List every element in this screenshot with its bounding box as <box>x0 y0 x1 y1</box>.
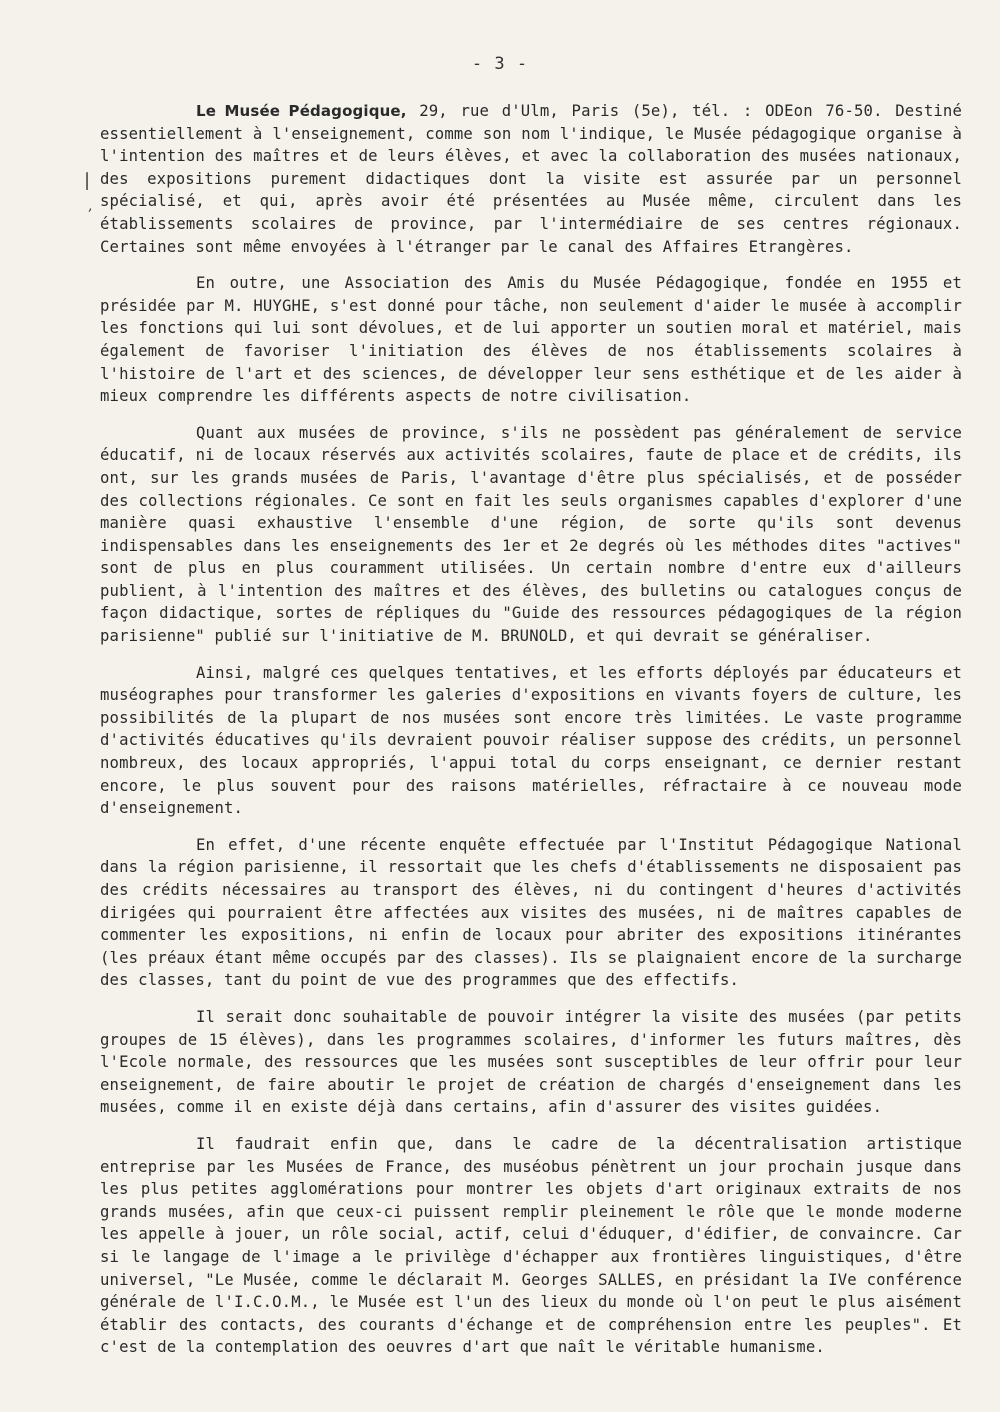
paragraph-decentralisation: Il faudrait enfin que, dans le cadre de la décentralisation artistique entreprise par les Musées de France, des muséobus pénètrent un jour prochain jusque dans les plus petites agglomérations pour montrer les objets d'art originaux extraits de nos grands musées, afin que ceux-ci puissent remplir pleinement le rôle que le monde moderne les appelle à jouer, un rôle social, actif, celui d'éduquer, d'édifier, de convaincre. Car si le langage de l'image a le privilège d'échapper aux frontières linguistiques, d'être universel, "Le Musée, comme le déclarait M. Georges SALLES, en présidant la IVe conférence générale de l'I.C.O.M., le Musée est l'un des lieux du monde où l'on peut le plus aisément établir des contacts, des courants d'échange et de compréhension entre les peuples". Et c'est de la contemplation des oeuvres d'art que naît le véritable humanisme. <box>100 1134 962 1357</box>
page-number: - 3 - <box>471 54 529 74</box>
paragraph-musee-pedagogique <box>100 100 962 258</box>
paragraph-lead-bold: Le Musée Pédagogique, <box>196 102 407 120</box>
paragraph-ainsi: Ainsi, malgré ces quelques tentatives, et les efforts déployés par éducateurs et muséographes pour transformer les galeries d'expositions en vivants foyers de culture, les possibilités de la plupart de nos musées sont encore très limitées. Le vaste programme d'activités éducatives qu'ils devraient pouvoir réaliser suppose des crédits, un personnel nombreux, des locaux appropriés, l'appui total du corps enseignant, ce dernier restant encore, le plus souvent pour des raisons matérielles, réfractaire à ce nouveau mode d'enseignement. <box>100 663 962 818</box>
paragraph-association: En outre, une Association des Amis du Musée Pédagogique, fondée en 1955 et présidée par M. HUYGHE, s'est donné pour tâche, non seulement d'aider le musée à accomplir les fonctions qui lui sont dévolues, et de lui apporter un soutien moral et matériel, mais également de favoriser l'initiation des élèves de nos établissements scolaires à l'histoire de l'art et des sciences, de développer leur sens esthétique et de les aider à mieux comprendre les différents aspects de notre civilisation. <box>100 274 962 406</box>
margin-annotation-mark: | <box>84 170 91 191</box>
paragraph-souhaitable: Il serait donc souhaitable de pouvoir intégrer la visite des musées (par petits groupes de 15 élèves), dans les programmes scolaires, d'informer les futurs maîtres, dès l'Ecole normale, des ressources que les musées sont susceptibles de leur offrir pour leur enseignement, de faire aboutir le projet de création de chargés d'enseignement dans les musées, comme il en existe déjà dans certains, afin d'assurer des visites guidées. <box>100 1007 962 1117</box>
paragraph-text: 29, rue d'Ulm, Paris (5e), tél. : ODEon 76-50. Destiné essentiellement à l'enseignement, comme son nom l'indique, le Musée pédagogique organise à l'intention des maîtres et de leurs élèves, et avec la collaboration des musées nationaux, des expositions purement didactiques dont la visite est assurée par un personnel spécialisé, et qui, après avoir été présentées au Musée même, circulent dans les établissements scolaires de province, par l'intermédiaire de ses centres régionaux. Certaines sont même envoyées à l'étranger par le canal des Affaires Etrangères. <box>100 102 962 256</box>
margin-annotation-comma: , <box>88 198 93 214</box>
paragraph-enquete: En effet, d'une récente enquête effectuée par l'Institut Pédagogique National dans la région parisienne, il ressortait que les chefs d'établissements ne disposaient pas des crédits nécessaires au transport des élèves, ni du contingent d'heures d'activités dirigées qui pourraient être affectées aux visites des musées, ni de maîtres capables de commenter les expositions, ni enfin de locaux pour abriter des expositions itinérantes (les préaux étant même occupés par des classes). Ils se plaignaient encore de la surcharge des classes, tant du point de vue des programmes que des effectifs. <box>100 835 962 990</box>
body-text <box>100 100 962 1373</box>
paragraph-musees-province: Quant aux musées de province, s'ils ne possèdent pas généralement de service éducatif, ni de locaux réservés aux activités scolaires, faute de place et de crédits, ils ont, sur les grands musées de Paris, l'avantage d'être plus spécialisés, et de posséder des collections régionales. Ce sont en fait les seuls organismes capables d'explorer d'une manière quasi exhaustive l'ensemble d'une région, de sorte qu'ils sont devenus indispensables dans les enseignements des 1er et 2e degrés où les méthodes dites "actives" sont de plus en plus couramment utilisées. Un certain nombre d'entre eux d'ailleurs publient, à l'intention des maîtres et des élèves, des bulletins ou catalogues conçus de façon didactique, sortes de répliques du "Guide des ressources pédagogiques de la région parisienne" publié sur l'initiative de M. BRUNOLD, et qui devrait se généraliser. <box>100 423 962 646</box>
